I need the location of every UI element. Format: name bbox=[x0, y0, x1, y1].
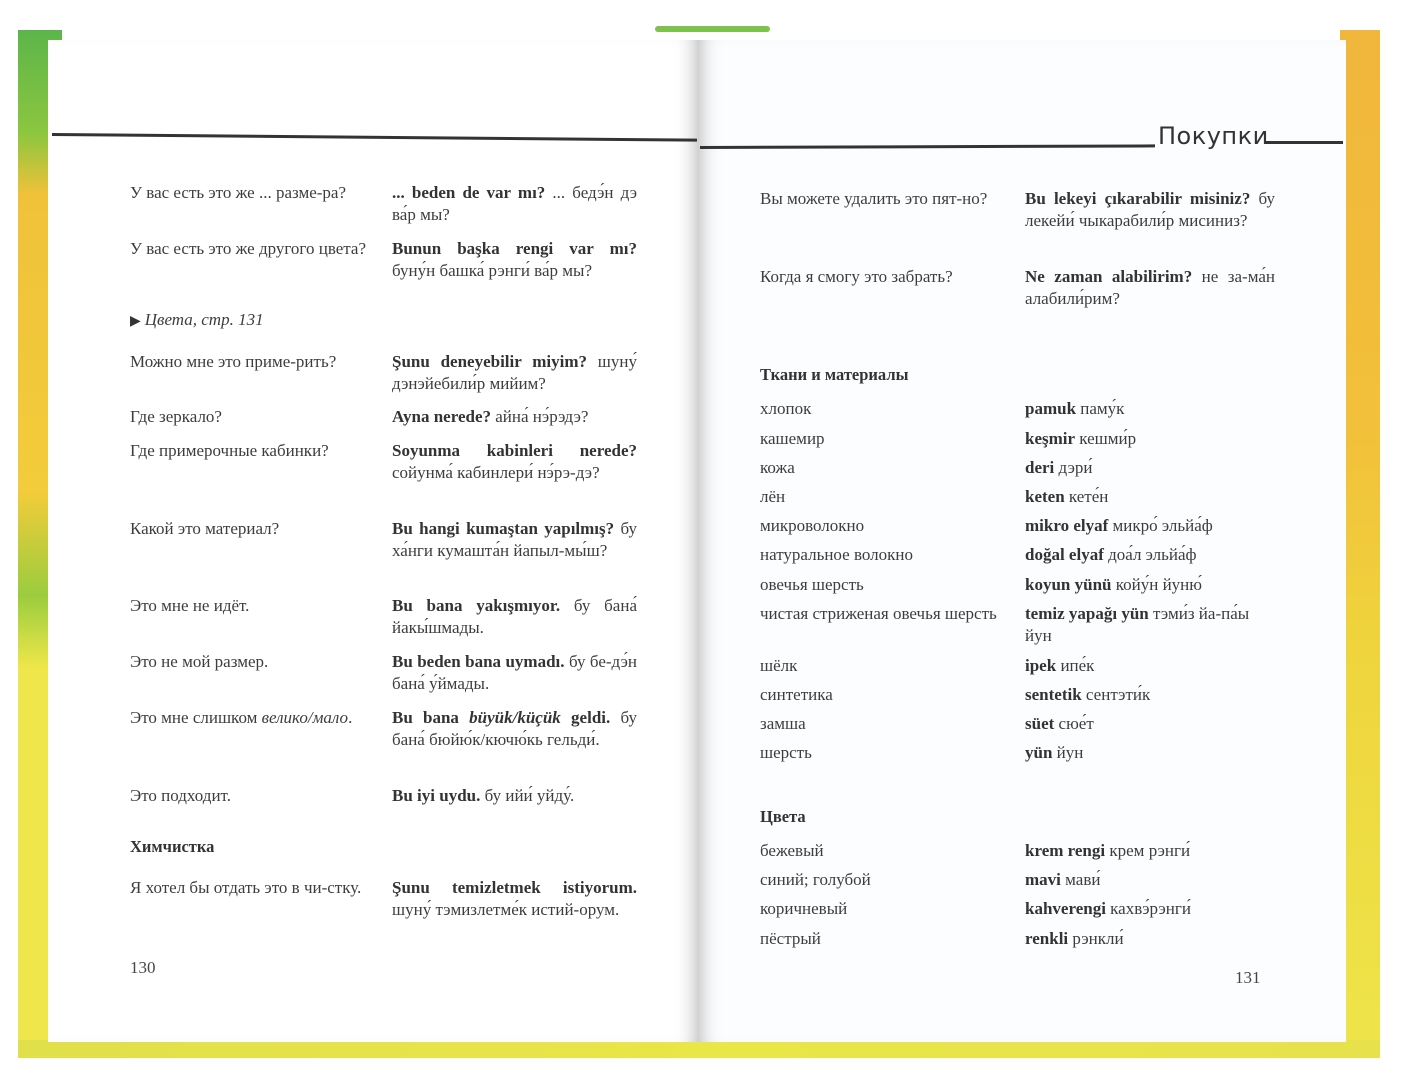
phrase-tr-pron: бу бана́ йакы́шмады. bbox=[392, 596, 637, 637]
phrase-tr-pron: шуну́ дэнэйебили́р мийим? bbox=[392, 352, 637, 393]
phrase-tr bbox=[392, 351, 637, 395]
phrase-tr bbox=[1025, 188, 1275, 232]
phrase-tr bbox=[392, 182, 637, 226]
phrase-tr bbox=[1025, 928, 1275, 950]
phrase-tr-dry-cleaning-bold: Şunu temizletmek istiyorum. bbox=[392, 878, 637, 897]
cross-reference-text: Цвета, стр. 131 bbox=[144, 310, 264, 329]
phrase-tr-pron: кете́н bbox=[1064, 487, 1109, 506]
phrase-tr bbox=[392, 595, 637, 639]
phrase-tr-bold: keten bbox=[1025, 487, 1065, 506]
phrase-ru: кожа bbox=[760, 458, 795, 477]
phrase-tr-pron: койу́н йуню́ bbox=[1111, 575, 1202, 594]
phrase-tr bbox=[1025, 684, 1275, 706]
phrase-tr-size-pron: бу бана́ бюйю́к/кючю́кь гельди́. bbox=[392, 708, 637, 749]
bookmark-ribbon bbox=[655, 26, 770, 32]
phrase-ru: шёлк bbox=[760, 656, 798, 675]
phrase-ru: замша bbox=[760, 714, 806, 733]
phrase-tr-pron: сентэти́к bbox=[1081, 685, 1151, 704]
phrase-tr bbox=[1025, 486, 1275, 508]
phrase-tr-bold: keşmir bbox=[1025, 429, 1076, 448]
phrase-ru: хлопок bbox=[760, 399, 812, 418]
phrase-tr-pron: ... бедэ́н дэ ва́р мы? bbox=[392, 183, 637, 224]
page-number-left: 130 bbox=[130, 958, 156, 977]
phrase-tr-bold: mikro elyaf bbox=[1025, 516, 1109, 535]
phrase-tr bbox=[1025, 898, 1275, 920]
phrase-tr bbox=[1025, 428, 1275, 450]
page-number-right: 131 bbox=[1235, 968, 1261, 987]
phrase-tr-bold: mavi bbox=[1025, 870, 1061, 889]
phrase-tr bbox=[1025, 398, 1275, 420]
phrase-tr bbox=[1025, 603, 1275, 647]
phrase-tr-pron: паму́к bbox=[1076, 399, 1125, 418]
phrase-tr-pron: буну́н башка́ рэнги́ ва́р мы? bbox=[392, 261, 592, 280]
phrase-ru: У вас есть это же другого цвета? bbox=[130, 239, 367, 258]
section-heading-dry-cleaning: Химчистка bbox=[130, 837, 215, 856]
phrase-tr-pron: бу бе-дэ́н бана́ у́ймады. bbox=[392, 652, 637, 693]
phrase-tr-bold: ipek bbox=[1025, 656, 1057, 675]
phrase-tr-bold: Soyunma kabinleri nerede? bbox=[392, 441, 637, 460]
phrase-ru: Когда я смогу это забрать? bbox=[760, 267, 953, 286]
phrase-tr-pron: рэнкли́ bbox=[1068, 929, 1124, 948]
phrase-tr-bold: Bu lekeyi çıkarabilir misiniz? bbox=[1025, 189, 1251, 208]
phrase-tr-bold: Ayna nerede? bbox=[392, 407, 492, 426]
phrase-ru: Где примерочные кабинки? bbox=[130, 441, 329, 460]
phrase-ru-dry-cleaning: Я хотел бы отдать это в чи-стку. bbox=[130, 878, 362, 897]
phrase-ru: синтетика bbox=[760, 685, 833, 704]
phrase-tr bbox=[392, 238, 637, 282]
phrase-tr-size bbox=[392, 707, 637, 751]
phrase-tr bbox=[1025, 574, 1275, 596]
phrase-tr-bold: Bu bana yakışmıyor. bbox=[392, 596, 561, 615]
phrase-tr bbox=[1025, 869, 1275, 891]
phrase-ru: лён bbox=[760, 487, 786, 506]
phrase-tr-pron: бу лекейи́ чыкарабили́р мисиниз? bbox=[1025, 189, 1275, 230]
phrase-tr bbox=[1025, 713, 1275, 735]
phrase-tr-pron: йун bbox=[1052, 743, 1084, 762]
phrase-tr-bold: Bu hangi kumaştan yapılmış? bbox=[392, 519, 615, 538]
phrase-ru: Где зеркало? bbox=[130, 407, 222, 426]
phrase-tr-pron: доа́л эльйа́ф bbox=[1103, 545, 1197, 564]
phrase-ru: Можно мне это приме-рить? bbox=[130, 352, 337, 371]
phrase-ru: бежевый bbox=[760, 841, 824, 860]
phrase-ru: пёстрый bbox=[760, 929, 821, 948]
phrase-tr-bold: pamuk bbox=[1025, 399, 1077, 418]
phrase-ru: шерсть bbox=[760, 743, 812, 762]
phrase-tr bbox=[392, 785, 637, 807]
phrase-tr-bold: Bunun başka rengi var mı? bbox=[392, 239, 637, 258]
phrase-tr bbox=[1025, 840, 1275, 862]
phrase-tr bbox=[392, 440, 637, 484]
phrase-tr-bold: Bu beden bana uymadı. bbox=[392, 652, 565, 671]
cross-reference bbox=[130, 309, 370, 333]
phrase-tr-pron: сюе́т bbox=[1054, 714, 1094, 733]
phrase-tr-bold: Ne zaman alabilirim? bbox=[1025, 267, 1193, 286]
phrase-ru: коричневый bbox=[760, 899, 848, 918]
phrase-tr-pron: айна́ нэ́рэдэ? bbox=[491, 407, 589, 426]
phrase-ru: Вы можете удалить это пят-но? bbox=[760, 189, 988, 208]
phrase-ru-size bbox=[130, 707, 370, 729]
phrase-tr-pron: кешми́р bbox=[1075, 429, 1137, 448]
phrase-ru-size-suffix: . bbox=[348, 708, 353, 727]
running-head: Покупки bbox=[1158, 122, 1269, 150]
phrase-tr-size-bold-1: Bu bana bbox=[392, 708, 470, 727]
phrase-ru: кашемир bbox=[760, 429, 825, 448]
phrase-ru: Это не мой размер. bbox=[130, 652, 269, 671]
phrase-tr-bold: renkli bbox=[1025, 929, 1069, 948]
phrase-tr-bold: temiz yapağı yün bbox=[1025, 604, 1149, 623]
phrase-ru: Какой это материал? bbox=[130, 519, 280, 538]
phrase-tr-pron: дэри́ bbox=[1054, 458, 1093, 477]
phrase-tr-pron: бу ийи́ уйду́. bbox=[480, 786, 575, 805]
phrase-tr-pron: мави́ bbox=[1060, 870, 1101, 889]
phrase-tr-bold: yün bbox=[1025, 743, 1053, 762]
phrase-tr-bold: koyun yünü bbox=[1025, 575, 1112, 594]
phrase-tr bbox=[1025, 515, 1275, 537]
phrase-tr bbox=[392, 651, 637, 695]
phrase-tr-pron: сойунма́ кабинлери́ нэ́рэ-дэ? bbox=[392, 463, 600, 482]
phrase-ru: чистая стриженая овечья шерсть bbox=[760, 604, 997, 623]
cover-edge-bottom bbox=[18, 1040, 1380, 1058]
phrase-ru: Это мне не идёт. bbox=[130, 596, 250, 615]
phrase-tr bbox=[392, 518, 637, 562]
phrase-tr bbox=[1025, 742, 1275, 764]
phrase-tr-bold: krem rengi bbox=[1025, 841, 1106, 860]
phrase-tr-bold: kahverengi bbox=[1025, 899, 1106, 918]
phrase-tr-dry-cleaning-pron: шуну́ тэмизлетме́к истий-орум. bbox=[392, 900, 620, 919]
phrase-tr-bold: Şunu deneyebilir miyim? bbox=[392, 352, 588, 371]
header-rule-right-end bbox=[1265, 141, 1343, 144]
phrase-ru: овечья шерсть bbox=[760, 575, 864, 594]
phrase-ru-size-italic: велико/мало bbox=[261, 708, 349, 727]
phrase-ru: синий; голубой bbox=[760, 870, 871, 889]
phrase-tr-bold: sentetik bbox=[1025, 685, 1082, 704]
phrase-tr bbox=[1025, 266, 1275, 310]
phrase-tr-bold: deri bbox=[1025, 458, 1055, 477]
phrase-tr-pron: микро́ эльйа́ф bbox=[1108, 516, 1213, 535]
phrase-tr-pron: крем рэнги́ bbox=[1105, 841, 1191, 860]
phrase-ru: Это подходит. bbox=[130, 786, 231, 805]
phrase-tr bbox=[1025, 544, 1275, 566]
phrase-tr-size-bold-2: geldi. bbox=[560, 708, 611, 727]
phrase-ru: натуральное волокно bbox=[760, 545, 913, 564]
phrase-tr-pron: бу ха́нги кумашта́н йапыл-мы́ш? bbox=[392, 519, 637, 560]
phrase-tr-bold: ... beden de var mı? bbox=[392, 183, 546, 202]
phrase-tr-pron: не за-ма́н алабили́рим? bbox=[1025, 267, 1275, 308]
phrase-tr-pron: кахвэ́рэнги́ bbox=[1105, 899, 1191, 918]
cover-edge-right bbox=[1340, 30, 1380, 1058]
phrase-ru-size-prefix: Это мне слишком bbox=[130, 708, 262, 727]
section-heading-materials: Ткани и материалы bbox=[760, 365, 909, 384]
phrase-tr-pron: тэми́з йа-па́ы йун bbox=[1025, 604, 1250, 645]
phrase-tr-dry-cleaning bbox=[392, 877, 637, 921]
phrase-tr-bold: doğal elyaf bbox=[1025, 545, 1104, 564]
phrase-tr bbox=[1025, 457, 1275, 479]
phrase-tr bbox=[392, 406, 637, 428]
section-heading-colors: Цвета bbox=[760, 807, 806, 826]
phrase-tr-size-bold-italic: büyük/küçük bbox=[469, 708, 561, 727]
phrase-tr-pron: ипе́к bbox=[1056, 656, 1095, 675]
phrase-ru: У вас есть это же ... разме-ра? bbox=[130, 183, 347, 202]
phrase-tr-bold: süet bbox=[1025, 714, 1055, 733]
arrow-right-icon: ▶ bbox=[130, 314, 141, 329]
phrase-tr-bold: Bu iyi uydu. bbox=[392, 786, 481, 805]
phrase-ru: микроволокно bbox=[760, 516, 865, 535]
phrase-tr bbox=[1025, 655, 1275, 677]
